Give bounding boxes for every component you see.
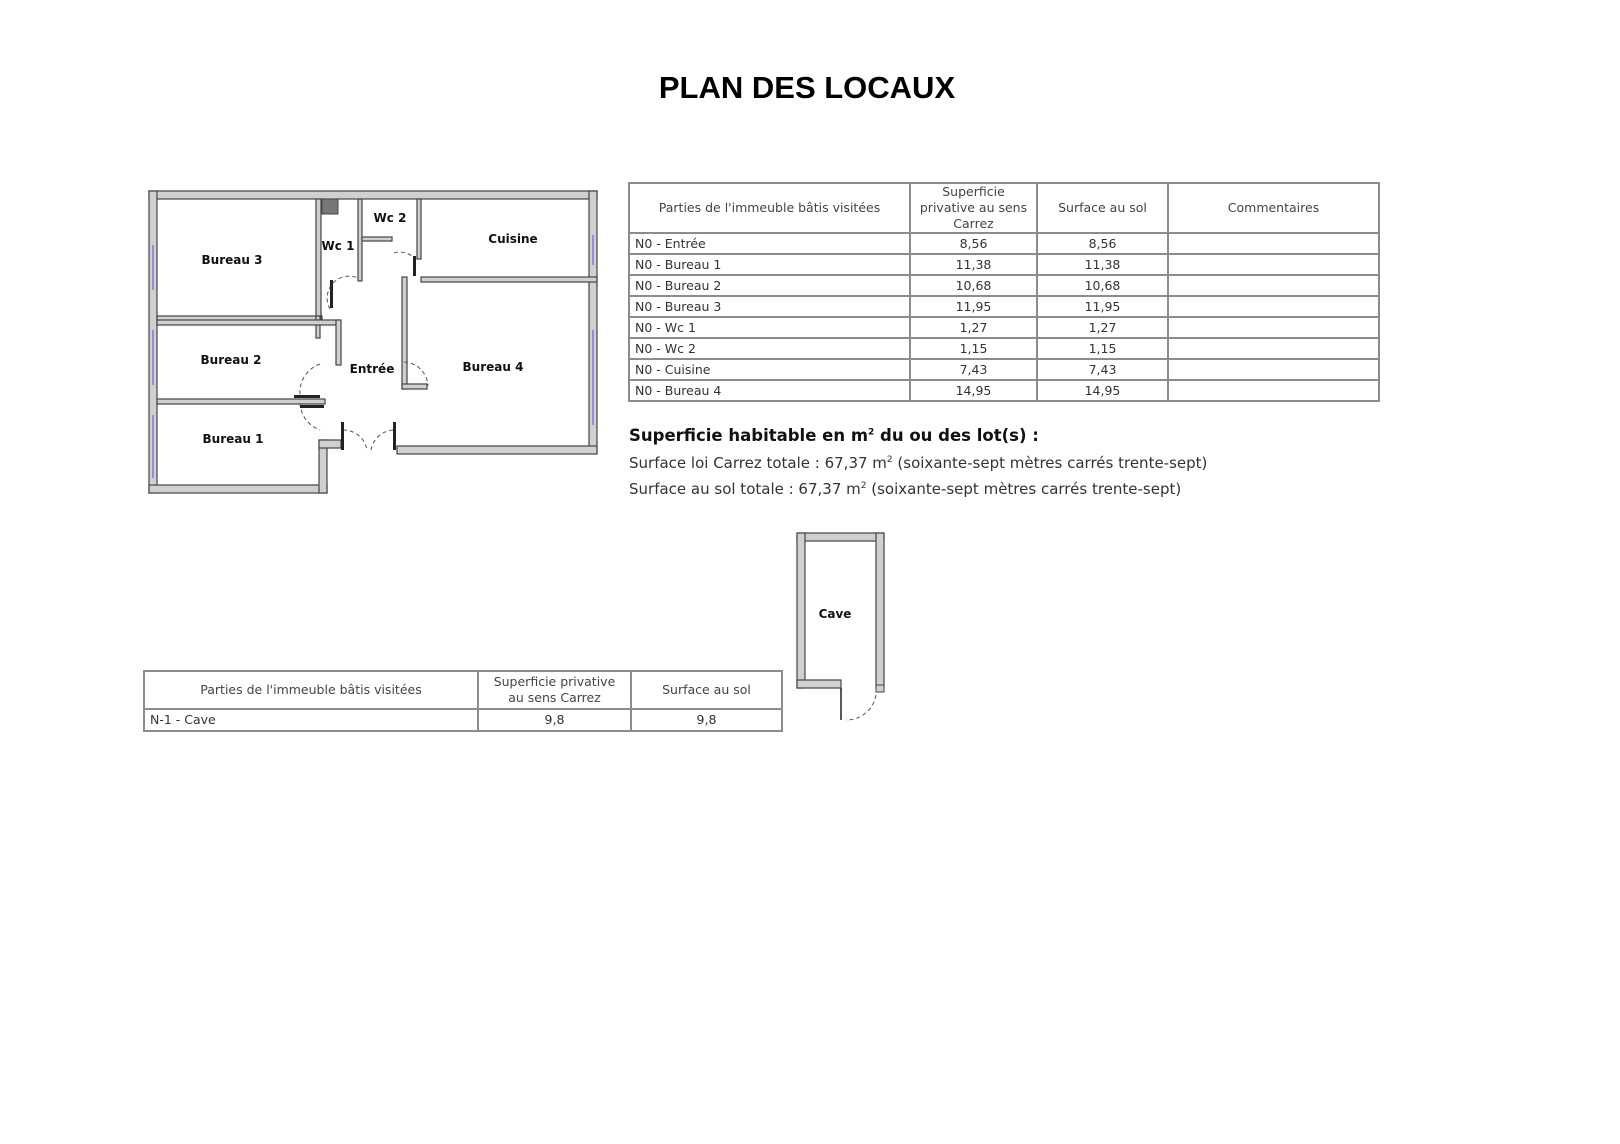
- cell-carrez: 10,68: [910, 275, 1037, 296]
- table-header-row: [144, 671, 782, 709]
- header-sol: Surface au sol: [1037, 183, 1168, 233]
- cell-carrez: 8,56: [910, 233, 1037, 254]
- room-label-cave: Cave: [818, 607, 852, 621]
- summary-heading: [629, 426, 1207, 445]
- cell-carrez: 11,95: [910, 296, 1037, 317]
- carrez-total-words: (soixante-sept mètres carrés trente-sept): [892, 454, 1208, 472]
- room-label-entree: Entrée: [349, 362, 395, 376]
- cell-part: N0 - Bureau 3: [629, 296, 910, 317]
- header-carrez: Superficie privative au sens Carrez: [478, 671, 631, 709]
- cell-part: N0 - Wc 2: [629, 338, 910, 359]
- surface-summary: [629, 426, 1207, 501]
- header-parties: Parties de l'immeuble bâtis visitées: [629, 183, 910, 233]
- superscript: 2: [868, 427, 875, 438]
- room-label-wc-1: Wc 1: [321, 239, 355, 253]
- cell-part: N0 - Wc 1: [629, 317, 910, 338]
- cell-comment: [1168, 275, 1379, 296]
- table-row: [629, 359, 1379, 380]
- cell-sol: 11,38: [1037, 254, 1168, 275]
- cell-comment: [1168, 317, 1379, 338]
- table-row: [629, 338, 1379, 359]
- room-label-bureau-4: Bureau 4: [462, 360, 524, 374]
- superscript: 2: [886, 455, 893, 465]
- cell-comment: [1168, 359, 1379, 380]
- summary-sol-total: [629, 475, 1207, 501]
- cell-comment: [1168, 233, 1379, 254]
- table-row: [629, 380, 1379, 401]
- table-row: [144, 709, 782, 731]
- summary-carrez-total: [629, 449, 1207, 475]
- room-label-bureau-1: Bureau 1: [202, 432, 264, 446]
- cell-comment: [1168, 338, 1379, 359]
- cell-carrez: 11,38: [910, 254, 1037, 275]
- cell-part: N0 - Bureau 2: [629, 275, 910, 296]
- table-row: [629, 254, 1379, 275]
- cell-part: N0 - Entrée: [629, 233, 910, 254]
- header-carrez: Superficie privative au sens Carrez: [910, 183, 1037, 233]
- sol-total-words: (soixante-sept mètres carrés trente-sept): [866, 480, 1182, 498]
- surfaces-table: [628, 182, 1380, 402]
- sol-total-text: Surface au sol totale : 67,37 m: [629, 480, 861, 498]
- summary-heading-suffix: du ou des lot(s) :: [874, 426, 1039, 445]
- page-title-text: PLAN DES LOCAUX: [658, 70, 956, 105]
- cell-sol: 10,68: [1037, 275, 1168, 296]
- cell-sol: 11,95: [1037, 296, 1168, 317]
- table-row: [629, 233, 1379, 254]
- summary-heading-text: Superficie habitable en m: [629, 426, 869, 445]
- cell-part: N0 - Bureau 4: [629, 380, 910, 401]
- cell-sol: 1,27: [1037, 317, 1168, 338]
- cell-sol: 7,43: [1037, 359, 1168, 380]
- table-header-row: [629, 183, 1379, 233]
- superscript: 2: [860, 481, 867, 491]
- room-label-bureau-2: Bureau 2: [200, 353, 262, 367]
- cell-part: N0 - Bureau 1: [629, 254, 910, 275]
- table-row: [629, 317, 1379, 338]
- cell-sol: 9,8: [631, 709, 782, 731]
- room-label-wc-2: Wc 2: [373, 211, 407, 225]
- cell-carrez: 1,15: [910, 338, 1037, 359]
- cell-carrez: 1,27: [910, 317, 1037, 338]
- cell-comment: [1168, 254, 1379, 275]
- cell-comment: [1168, 380, 1379, 401]
- room-label-cuisine: Cuisine: [488, 232, 538, 246]
- header-parties: Parties de l'immeuble bâtis visitées: [144, 671, 478, 709]
- carrez-total-text: Surface loi Carrez totale : 67,37 m: [629, 454, 887, 472]
- header-sol: Surface au sol: [631, 671, 782, 709]
- room-label-bureau-3: Bureau 3: [201, 253, 263, 267]
- cell-carrez: 9,8: [478, 709, 631, 731]
- table-row: [629, 296, 1379, 317]
- cell-carrez: 14,95: [910, 380, 1037, 401]
- cell-carrez: 7,43: [910, 359, 1037, 380]
- cell-part: N0 - Cuisine: [629, 359, 910, 380]
- cave-surfaces-table: [143, 670, 783, 732]
- cell-comment: [1168, 296, 1379, 317]
- cell-sol: 14,95: [1037, 380, 1168, 401]
- cell-sol: 1,15: [1037, 338, 1168, 359]
- cell-part: N-1 - Cave: [144, 709, 478, 731]
- cell-sol: 8,56: [1037, 233, 1168, 254]
- header-commentaires: Commentaires: [1168, 183, 1379, 233]
- table-row: [629, 275, 1379, 296]
